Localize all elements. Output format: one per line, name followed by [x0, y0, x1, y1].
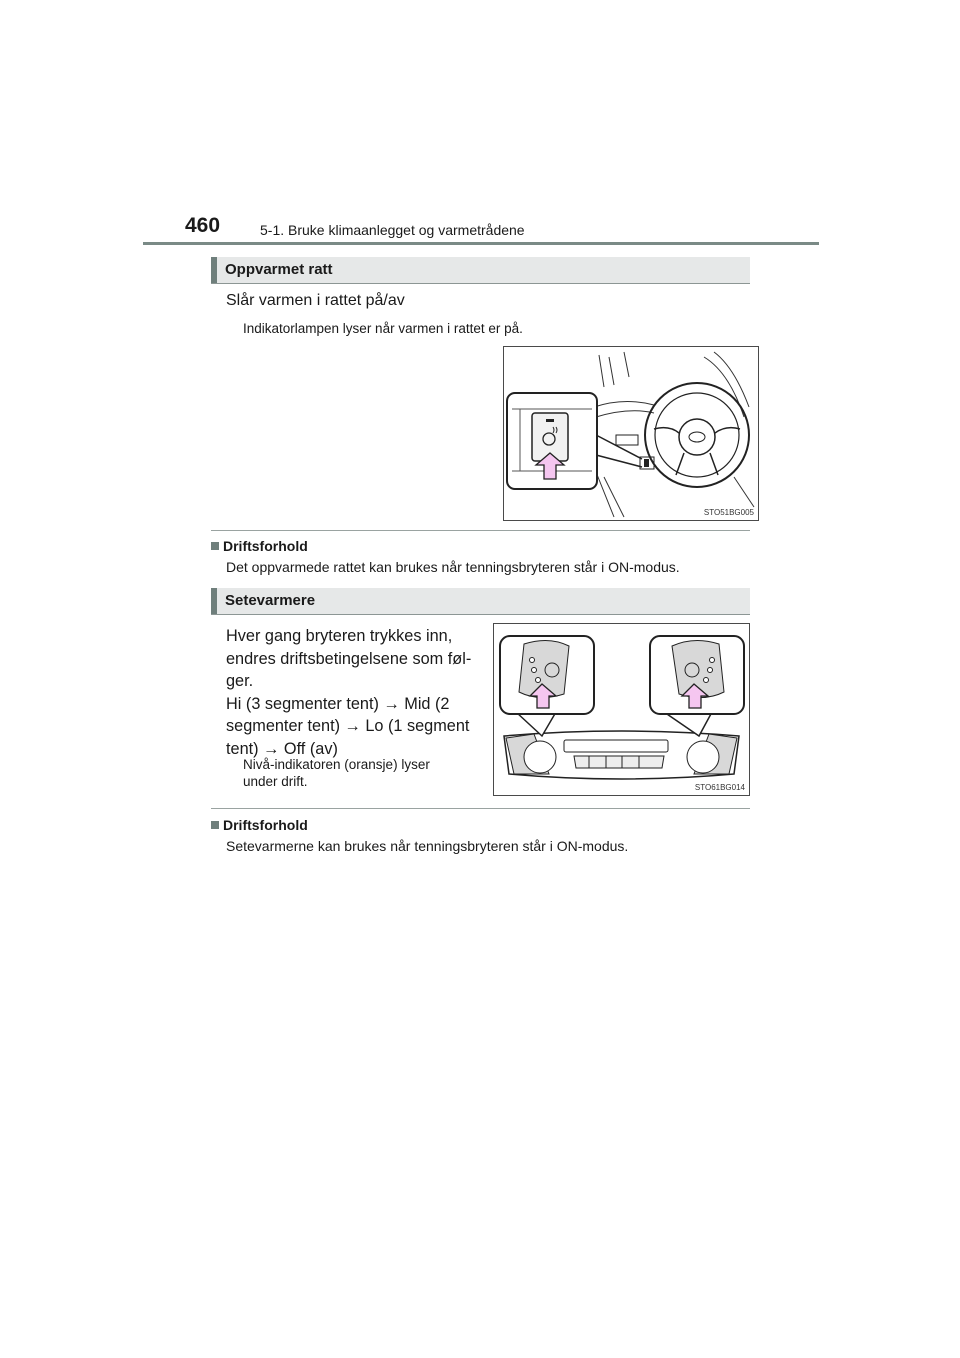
- figure-steering-wheel-switch: [503, 346, 759, 521]
- bullet-condition-steering-title: Driftsforhold: [223, 538, 308, 554]
- seat-heater-line: tent) → Off (av): [226, 739, 338, 758]
- seat-heater-line: ger.: [226, 672, 254, 690]
- bullet-condition-seat: [211, 817, 308, 833]
- figure-code: STO51BG005: [703, 508, 754, 517]
- bullet-condition-steering: [211, 538, 308, 554]
- heading-heated-steering-text: Oppvarmet ratt: [225, 261, 333, 278]
- seat-heater-line: Hver gang bryteren trykkes inn,: [226, 627, 453, 645]
- square-bullet-icon: [211, 821, 219, 829]
- seat-heater-note: [243, 756, 479, 790]
- condition-seat-text: Setevarmerne kan brukes når tenningsbryteren står i ON-modus.: [226, 838, 629, 854]
- figure-code: STO61BG014: [694, 783, 745, 792]
- seat-heater-note-line: Nivå-indikatoren (oransje) lyser: [243, 757, 430, 772]
- heading-heated-steering: [211, 257, 750, 284]
- heading-seat-heater: [211, 588, 750, 615]
- header-divider: [143, 242, 819, 245]
- seat-heater-note-line: under drift.: [243, 774, 308, 789]
- heading-seat-heater-text: Setevarmere: [225, 592, 316, 609]
- heading-accent: [211, 257, 217, 283]
- section-title: 5-1. Bruke klimaanlegget og varmetrådene: [260, 222, 525, 238]
- figure-seat-heater-switches: [493, 623, 750, 796]
- heading-accent: [211, 588, 217, 614]
- condition-steering-text: Det oppvarmede rattet kan brukes når tenningsbryteren står i ON-modus.: [226, 559, 680, 575]
- seat-heater-line: endres driftsbetingelsene som føl-: [226, 649, 472, 668]
- seat-heater-line: segmenter tent) → Lo (1 segment: [226, 717, 470, 735]
- bullet-condition-seat-title: Driftsforhold: [223, 817, 308, 833]
- seat-heater-line: Hi (3 segmenter tent) → Mid (2: [226, 694, 450, 713]
- section-divider: [211, 808, 750, 809]
- heated-steering-indicator-note: Indikatorlampen lyser når varmen i rattet er på.: [243, 321, 523, 336]
- seat-heater-description: [226, 625, 479, 760]
- page-number: 460: [185, 214, 221, 237]
- heated-steering-action: Slår varmen i rattet på/av: [226, 292, 405, 309]
- square-bullet-icon: [211, 542, 219, 550]
- section-divider: [211, 530, 750, 531]
